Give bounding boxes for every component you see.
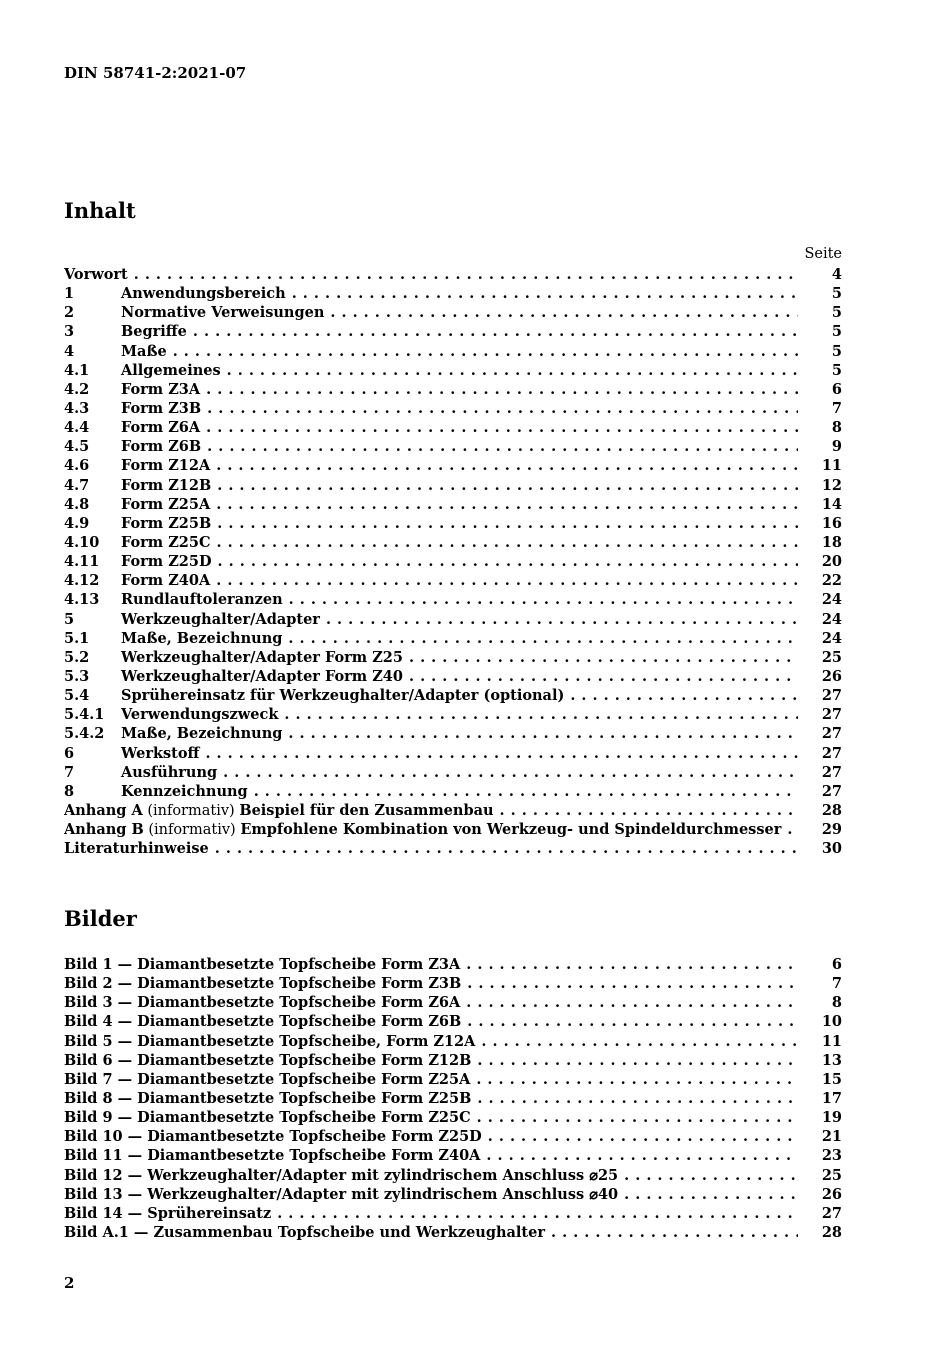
toc-entry[interactable]	[64, 686, 842, 705]
figure-entry-page: 11	[821, 1032, 842, 1050]
dot-leader	[289, 590, 798, 609]
toc-entry-number: 4.9	[64, 514, 90, 532]
figure-entry-page: 26	[821, 1185, 842, 1203]
figure-entry-title: Bild 11 — Diamantbesetzte Topfscheibe Form Z40A	[64, 1147, 481, 1165]
figure-entry-page: 8	[831, 994, 842, 1012]
figure-entry-page: 25	[821, 1166, 842, 1184]
figure-entry[interactable]	[64, 993, 842, 1012]
toc-entry-number: 4.8	[64, 495, 90, 513]
figure-entry-title: Bild 1 — Diamantbesetzte Topfscheibe Form Z3A	[64, 956, 461, 973]
dot-leader	[134, 265, 798, 284]
toc-entry-page: 7	[831, 399, 842, 417]
dot-leader	[227, 361, 798, 380]
toc-entry-title: Literaturhinweise	[64, 840, 209, 858]
figure-entry[interactable]	[64, 1089, 842, 1108]
toc-entry-number: 4.4	[64, 419, 90, 437]
dot-leader	[409, 648, 798, 667]
toc-entry-title: Werkzeughalter/Adapter Form Z25	[121, 648, 403, 666]
toc-entry-title: Form Z25B	[121, 514, 212, 532]
dot-leader	[466, 993, 798, 1012]
toc-entry-page: 9	[831, 438, 842, 456]
toc-entry-title	[64, 801, 500, 820]
toc-entry-number: 4.6	[64, 457, 90, 475]
toc-entry-page: 5	[831, 361, 842, 379]
toc-entry-page: 20	[821, 553, 842, 571]
dot-leader	[284, 705, 798, 724]
dot-leader	[466, 955, 798, 974]
toc-entry[interactable]	[64, 763, 842, 782]
toc-entry-number: 4.5	[64, 438, 90, 456]
table-of-contents	[64, 265, 842, 858]
toc-entry[interactable]	[64, 476, 842, 495]
toc-entry-number: 4.2	[64, 380, 90, 398]
toc-entry-number: 3	[64, 323, 75, 341]
toc-entry-number: 5.2	[64, 648, 90, 666]
toc-entry-title: Allgemeines	[121, 361, 221, 379]
list-of-figures	[64, 955, 842, 1242]
toc-entry-number: 4.13	[64, 591, 100, 609]
appendix-title: Beispiel für den Zusammenbau	[239, 801, 494, 819]
dot-leader	[207, 399, 798, 418]
toc-entry-title: Anwendungsbereich	[121, 285, 286, 303]
toc-entry-page: 5	[831, 323, 842, 341]
toc-entry-title: Form Z25D	[121, 553, 212, 571]
toc-entry-number: 4.10	[64, 533, 100, 551]
toc-entry[interactable]	[64, 533, 842, 552]
toc-entry-page: 27	[821, 706, 842, 724]
dot-leader	[481, 1032, 798, 1051]
dot-leader	[173, 342, 798, 361]
toc-entry-number: 4.12	[64, 572, 100, 590]
toc-entry[interactable]	[64, 342, 842, 361]
toc-entry[interactable]	[64, 724, 842, 743]
toc-entry-page: 26	[821, 667, 842, 685]
toc-entry[interactable]	[64, 571, 842, 590]
toc-entry-page: 12	[821, 476, 842, 494]
dot-leader	[277, 1204, 798, 1223]
figure-entry[interactable]	[64, 1012, 842, 1031]
dot-leader	[254, 782, 798, 801]
toc-entry-page: 8	[831, 419, 842, 437]
dot-leader	[488, 1127, 798, 1146]
toc-entry[interactable]	[64, 399, 842, 418]
dot-leader	[330, 303, 798, 322]
dot-leader	[477, 1051, 798, 1070]
toc-entry[interactable]	[64, 495, 842, 514]
toc-entry-title: Ausführung	[121, 763, 218, 781]
dot-leader	[218, 552, 798, 571]
figure-entry[interactable]	[64, 955, 842, 974]
figure-entry-title: Bild 9 — Diamantbesetzte Topfscheibe Form Z25C	[64, 1109, 471, 1127]
toc-entry-page: 27	[821, 763, 842, 781]
toc-entry-page: 4	[831, 266, 842, 283]
toc-entry-page: 27	[821, 687, 842, 705]
toc-entry-title: Form Z12A	[121, 457, 211, 475]
toc-entry-number: 5.4.2	[64, 725, 105, 743]
toc-entry[interactable]	[64, 456, 842, 475]
figure-entry-title: Bild A.1 — Zusammenbau Topfscheibe und Werkzeughalter	[64, 1223, 545, 1241]
figure-entry[interactable]	[64, 1051, 842, 1070]
dot-leader	[477, 1108, 798, 1127]
toc-entry-title: Form Z12B	[121, 476, 212, 494]
toc-entry-page: 5	[831, 285, 842, 303]
toc-entry[interactable]	[64, 380, 842, 399]
toc-entry-page: 24	[821, 629, 842, 647]
dot-leader	[217, 476, 798, 495]
figure-entry[interactable]	[64, 974, 842, 993]
toc-entry[interactable]	[64, 839, 842, 858]
figure-entry-title: Bild 3 — Diamantbesetzte Topfscheibe Form Z6A	[64, 994, 461, 1012]
toc-entry-page: 27	[821, 744, 842, 762]
toc-entry-page: 16	[821, 514, 842, 532]
toc-entry-number: 4.7	[64, 476, 90, 494]
toc-entry-title: Maße	[121, 342, 167, 360]
toc-entry-title: Form Z6B	[121, 438, 202, 456]
toc-entry-title: Werkzeughalter/Adapter Form Z40	[121, 667, 403, 685]
toc-entry-title: Kennzeichnung	[121, 782, 248, 800]
dot-leader	[206, 380, 798, 399]
figure-entry-title: Bild 6 — Diamantbesetzte Topfscheibe Form Z12B	[64, 1051, 472, 1069]
toc-entry-page: 5	[831, 342, 842, 360]
figure-entry-page: 28	[821, 1223, 842, 1241]
dot-leader	[787, 820, 798, 839]
figure-entry-page: 10	[821, 1013, 842, 1031]
toc-entry-title: Form Z25A	[121, 495, 211, 513]
toc-entry-title: Rundlauftoleranzen	[121, 591, 283, 609]
figure-entry-title: Bild 12 — Werkzeughalter/Adapter mit zylindrischem Anschluss ⌀25	[64, 1166, 619, 1184]
dot-leader	[551, 1223, 798, 1242]
toc-entry-page: 22	[821, 572, 842, 590]
toc-entry-number: 5.1	[64, 629, 90, 647]
dot-leader	[193, 322, 798, 341]
toc-entry-number: 5	[64, 610, 75, 628]
toc-entry-title: Verwendungszweck	[121, 706, 279, 724]
dot-leader	[292, 284, 798, 303]
page-column-label: Seite	[804, 246, 842, 262]
toc-entry-number: 7	[64, 763, 75, 781]
dot-leader	[206, 418, 798, 437]
figure-entry-title: Bild 14 — Sprühereinsatz	[64, 1204, 272, 1222]
dot-leader	[467, 1012, 798, 1031]
figure-entry[interactable]	[64, 1223, 842, 1242]
toc-entry-title	[64, 820, 787, 839]
toc-entry-number: 2	[64, 304, 75, 322]
dot-leader	[477, 1089, 798, 1108]
toc-entry[interactable]	[64, 705, 842, 724]
toc-entry-page: 24	[821, 610, 842, 628]
figure-entry-page: 23	[821, 1147, 842, 1165]
toc-entry-page: 28	[821, 801, 842, 819]
toc-entry[interactable]	[64, 667, 842, 686]
dot-leader	[217, 514, 798, 533]
dot-leader	[216, 456, 798, 475]
document-id: DIN 58741-2:2021-07	[64, 64, 247, 82]
toc-entry-title: Vorwort	[64, 266, 128, 283]
figure-entry[interactable]	[64, 1032, 842, 1051]
figure-entry-page: 27	[821, 1204, 842, 1222]
toc-entry[interactable]	[64, 303, 842, 322]
toc-entry-title: Werkzeughalter/Adapter	[121, 610, 320, 628]
figure-entry-title: Bild 5 — Diamantbesetzte Topfscheibe, Form Z12A	[64, 1032, 476, 1050]
toc-entry-number: 8	[64, 782, 75, 800]
toc-entry-page: 5	[831, 304, 842, 322]
toc-entry[interactable]	[64, 514, 842, 533]
toc-entry-title: Form Z6A	[121, 419, 201, 437]
toc-entry[interactable]	[64, 610, 842, 629]
figure-entry-page: 7	[831, 975, 842, 993]
appendix-title: Empfohlene Kombination von Werkzeug- und Spindeldurchmesser	[240, 821, 782, 839]
toc-entry-page: 24	[821, 591, 842, 609]
toc-entry-page: 6	[831, 380, 842, 398]
toc-entry[interactable]	[64, 801, 842, 820]
figure-entry-page: 21	[821, 1128, 842, 1146]
figure-entry[interactable]	[64, 1146, 842, 1165]
figure-entry-title: Bild 10 — Diamantbesetzte Topfscheibe Form Z25D	[64, 1128, 482, 1146]
toc-entry-number: 4.3	[64, 399, 90, 417]
dot-leader	[216, 571, 798, 590]
appendix-type: (informativ)	[142, 802, 240, 819]
toc-entry[interactable]	[64, 361, 842, 380]
figure-entry-page: 19	[821, 1109, 842, 1127]
dot-leader	[217, 533, 798, 552]
dot-leader	[486, 1146, 798, 1165]
figure-entry[interactable]	[64, 1204, 842, 1223]
toc-entry[interactable]	[64, 590, 842, 609]
dot-leader	[624, 1166, 798, 1185]
dot-leader	[409, 667, 798, 686]
figure-entry-title: Bild 4 — Diamantbesetzte Topfscheibe Form Z6B	[64, 1013, 462, 1031]
toc-entry[interactable]	[64, 322, 842, 341]
toc-entry-page: 27	[821, 782, 842, 800]
toc-entry-number: 6	[64, 744, 75, 762]
toc-entry-number: 4	[64, 342, 75, 360]
dot-leader	[476, 1070, 798, 1089]
toc-entry-page: 27	[821, 725, 842, 743]
toc-entry-page: 29	[821, 821, 842, 839]
figure-entry-title: Bild 7 — Diamantbesetzte Topfscheibe Form Z25A	[64, 1070, 471, 1088]
toc-entry[interactable]	[64, 418, 842, 437]
figure-entry-title: Bild 8 — Diamantbesetzte Topfscheibe Form Z25B	[64, 1089, 472, 1107]
toc-entry-title: Maße, Bezeichnung	[121, 725, 283, 743]
appendix-label: Anhang A	[64, 801, 143, 819]
toc-entry[interactable]	[64, 629, 842, 648]
figure-entry[interactable]	[64, 1185, 842, 1204]
page-number: 2	[64, 1274, 75, 1292]
figures-heading: Bilder	[64, 906, 137, 931]
toc-entry-number: 5.4	[64, 687, 90, 705]
toc-entry-page: 25	[821, 648, 842, 666]
toc-entry-number: 5.3	[64, 667, 90, 685]
dot-leader	[624, 1185, 798, 1204]
toc-entry[interactable]	[64, 552, 842, 571]
appendix-type: (informativ)	[143, 822, 241, 839]
toc-entry[interactable]	[64, 820, 842, 839]
figure-entry[interactable]	[64, 1166, 842, 1185]
toc-entry-page: 14	[821, 495, 842, 513]
toc-entry-number: 5.4.1	[64, 706, 105, 724]
toc-entry-title: Maße, Bezeichnung	[121, 629, 283, 647]
dot-leader	[207, 437, 798, 456]
toc-entry-title: Sprühereinsatz für Werkzeughalter/Adapter (optional)	[121, 687, 565, 705]
toc-entry-title: Form Z3B	[121, 399, 202, 417]
toc-entry-title: Werkstoff	[121, 744, 200, 762]
dot-leader	[205, 744, 798, 763]
toc-entry-title: Form Z25C	[121, 533, 211, 551]
dot-leader	[216, 495, 798, 514]
dot-leader	[223, 763, 798, 782]
figure-entry-page: 6	[831, 956, 842, 973]
toc-entry-page: 18	[821, 533, 842, 551]
toc-entry[interactable]	[64, 437, 842, 456]
dot-leader	[570, 686, 798, 705]
dot-leader	[215, 839, 798, 858]
figure-entry[interactable]	[64, 1108, 842, 1127]
toc-entry-title: Form Z40A	[121, 572, 211, 590]
figure-entry-page: 17	[821, 1089, 842, 1107]
toc-entry-title: Form Z3A	[121, 380, 201, 398]
dot-leader	[288, 629, 798, 648]
figure-entry[interactable]	[64, 1127, 842, 1146]
contents-heading: Inhalt	[64, 198, 136, 223]
toc-entry[interactable]	[64, 782, 842, 801]
figure-entry-page: 15	[821, 1070, 842, 1088]
toc-entry[interactable]	[64, 648, 842, 667]
toc-entry[interactable]	[64, 744, 842, 763]
toc-entry-number: 4.11	[64, 553, 100, 571]
figure-entry-title: Bild 2 — Diamantbesetzte Topfscheibe Form Z3B	[64, 975, 462, 993]
dot-leader	[467, 974, 798, 993]
dot-leader	[288, 724, 798, 743]
figure-entry-page: 13	[821, 1051, 842, 1069]
toc-entry-page: 30	[821, 840, 842, 858]
toc-entry[interactable]	[64, 265, 842, 284]
toc-entry-number: 4.1	[64, 361, 90, 379]
toc-entry-title: Normative Verweisungen	[121, 304, 325, 322]
toc-entry-page: 11	[821, 457, 842, 475]
dot-leader	[326, 610, 798, 629]
toc-entry-title: Begriffe	[121, 323, 187, 341]
figure-entry-title: Bild 13 — Werkzeughalter/Adapter mit zylindrischem Anschluss ⌀40	[64, 1185, 619, 1203]
toc-entry[interactable]	[64, 284, 842, 303]
appendix-label: Anhang B	[64, 821, 144, 839]
toc-entry-number: 1	[64, 285, 75, 303]
dot-leader	[500, 801, 798, 820]
figure-entry[interactable]	[64, 1070, 842, 1089]
